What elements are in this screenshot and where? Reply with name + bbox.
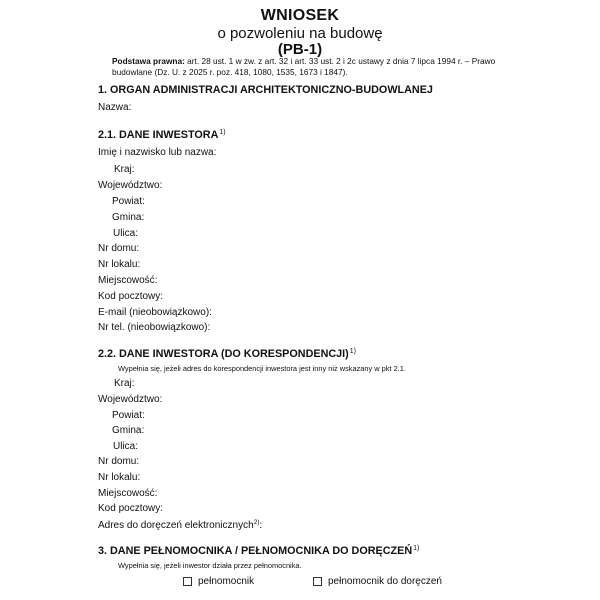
field-label-city: Miejscowość: xyxy=(98,488,158,499)
footnote-ref: 1) xyxy=(219,129,226,136)
field-label-voivodeship: Województwo: xyxy=(98,394,163,405)
proxy-checkbox[interactable] xyxy=(183,577,192,586)
field-label-commune: Gmina: xyxy=(112,212,145,223)
field-label-street: Ulica: xyxy=(113,441,139,452)
field-label-electronic-address xyxy=(98,519,262,531)
section-2-2-title xyxy=(98,348,356,360)
field-label-house-no: Nr domu: xyxy=(98,456,140,467)
field-label-postcode: Kod pocztowy: xyxy=(98,503,164,514)
field-label-postcode: Kod pocztowy: xyxy=(98,291,164,302)
footnote-ref: 1) xyxy=(349,348,356,355)
field-label-name: Imię i nazwisko lub nazwa: xyxy=(98,147,217,158)
option-proxy[interactable] xyxy=(183,576,254,587)
field-label-county: Powiat: xyxy=(112,410,145,421)
proxy-checkbox-label: pełnomocnik xyxy=(198,576,255,587)
section-2-2-note: Wypełnia się, jeżeli adres do korespondencji inwestora jest inny niż wskazany w pkt 2.1. xyxy=(118,364,406,373)
legal-basis-text: art. 28 ust. 1 w zw. z art. 32 i art. 33 ust. 2 i 2c ustawy z dnia 7 lipca 1994 r. – Prawo budowlane (Dz. U. z 2025 r. poz. 418, 1080, 1535, 1673 i 1847). xyxy=(112,56,496,77)
field-label-city: Miejscowość: xyxy=(98,275,158,286)
section-2-1-title-text: 2.1. DANE INWESTORA xyxy=(98,129,219,141)
field-label-street: Ulica: xyxy=(113,228,139,239)
field-label-apartment-no: Nr lokalu: xyxy=(98,472,141,483)
option-delivery-proxy[interactable] xyxy=(313,576,442,587)
section-3-title xyxy=(98,545,419,557)
section-1-title: 1. ORGAN ADMINISTRACJI ARCHITEKTONICZNO-BUDOWLANEJ xyxy=(98,84,433,96)
field-label-email: E-mail (nieobowiązkowo): xyxy=(98,307,212,318)
delivery-proxy-checkbox[interactable] xyxy=(313,577,322,586)
form-title: WNIOSEK xyxy=(260,7,340,24)
section-2-2-title-text: 2.2. DANE INWESTORA (DO KORESPONDENCJI) xyxy=(98,348,349,360)
section-3-note: Wypełnia się, jeżeli inwestor działa przez pełnomocnika. xyxy=(118,561,302,570)
delivery-proxy-checkbox-label: pełnomocnik do doręczeń xyxy=(328,576,442,587)
field-label-phone: Nr tel. (nieobowiązkowo): xyxy=(98,322,211,333)
field-label-voivodeship: Województwo: xyxy=(98,180,163,191)
electronic-address-colon: : xyxy=(259,520,263,531)
form-code: (PB-1) xyxy=(277,41,323,58)
form-subtitle: o pozwoleniu na budowę xyxy=(217,25,383,42)
field-label-county: Powiat: xyxy=(112,196,145,207)
footnote-ref: 2) xyxy=(253,519,260,526)
field-label-apartment-no: Nr lokalu: xyxy=(98,259,141,270)
electronic-address-label: Adres do doręczeń elektronicznych xyxy=(98,520,254,531)
field-label-house-no: Nr domu: xyxy=(98,243,140,254)
legal-basis xyxy=(112,56,512,77)
legal-basis-label: Podstawa prawna: xyxy=(112,56,185,66)
field-label-country: Kraj: xyxy=(114,164,135,175)
field-label-organ-name: Nazwa: xyxy=(98,102,132,113)
footnote-ref: 1) xyxy=(413,545,420,552)
field-label-country: Kraj: xyxy=(114,378,135,389)
field-label-commune: Gmina: xyxy=(112,425,145,436)
section-2-1-title xyxy=(98,129,226,141)
section-3-title-text: 3. DANE PEŁNOMOCNIKA / PEŁNOMOCNIKA DO DORĘCZEŃ xyxy=(98,545,413,557)
